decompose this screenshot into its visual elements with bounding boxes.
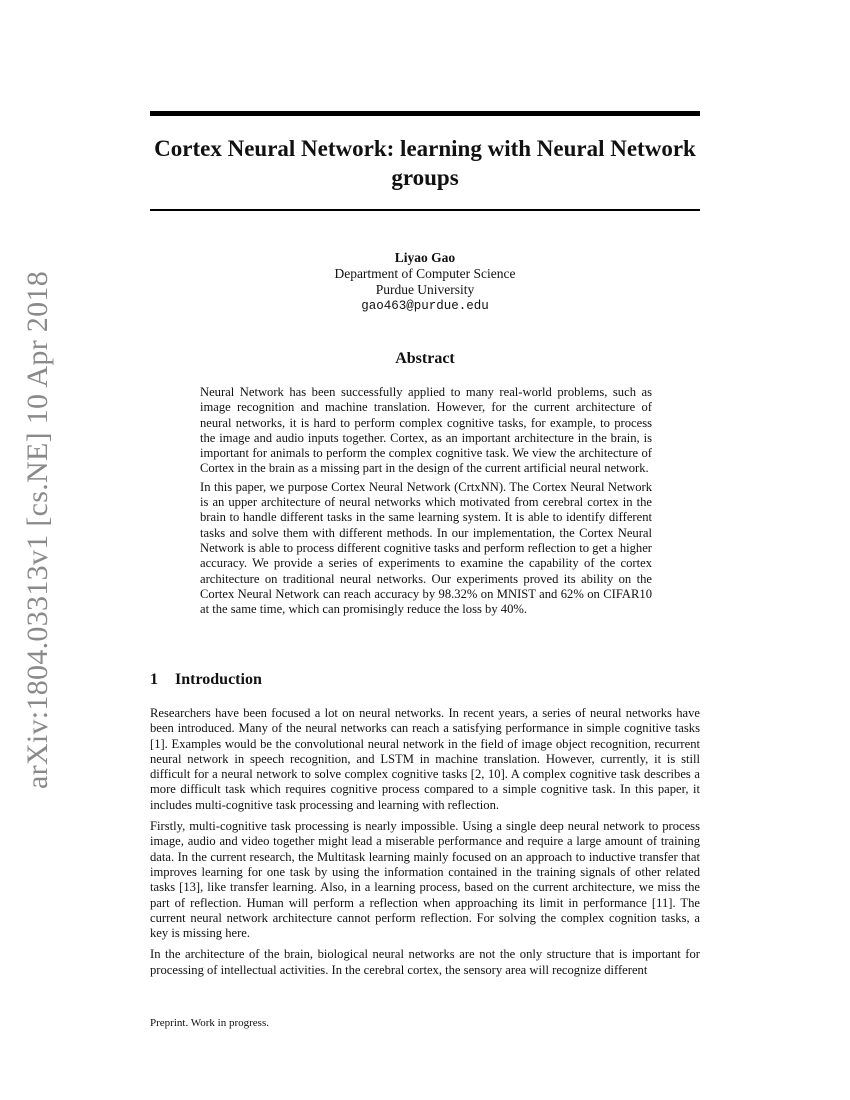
author-block: [150, 250, 700, 314]
title-bottom-rule: [150, 209, 700, 211]
title-top-rule: [150, 111, 700, 116]
author-email: gao463@purdue.edu: [361, 299, 489, 313]
body-paragraph: Researchers have been focused a lot on neural networks. In recent years, a series of neural networks have been introduced. Many of the neural networks can reach a satisfying performance in simple cognitive tasks [1]. Examples would be the convolutional neural network in the field of image object recognition, recurrent neural network in speech recognition, and LSTM in machine translation. However, currently, it is still difficult for a neural network to solve complex cognitive tasks [2, 10]. A complex cognitive task describes a more difficult task which requires cognitive process compared to a simple cognitive task. In this paper, it includes multi-cognitive task processing and learning with reflection.: [150, 706, 700, 812]
abstract-body: [200, 385, 652, 620]
section-heading-introduction: [150, 671, 262, 689]
section-number: 1: [150, 671, 158, 688]
abstract-paragraph: In this paper, we purpose Cortex Neural Network (CrtxNN). The Cortex Neural Network is an upper architecture of neural networks which motivated from cerebral cortex in the brain to handle different tasks in the same learning system. It is able to identify different tasks and solve them with different methods. In our implementation, the Cortex Neural Network is able to process different cognitive tasks and perform reflection to get a higher accuracy. We provide a series of experiments to examine the capability of the cortex architecture on traditional neural networks. Our experiments proved its ability on the Cortex Neural Network can reach accuracy by 98.32% on MNIST and 62% on CIFAR10 at the same time, which can promisingly reduce the loss by 40%.: [200, 479, 652, 617]
body-paragraph: Firstly, multi-cognitive task processing is nearly impossible. Using a single deep neural network to process image, audio and video together might lead a miserable performance and require a large amount of training data. In the current research, the Multitask learning mainly focused on an approach to inductive transfer that improves learning for one task by using the information contained in the training signals of other related tasks [13], like transfer learning. Also, in a learning process, based on the current architecture, we miss the part of reflection. Human will perform a reflection when approaching its limit in performance [11]. The current neural network architecture cannot perform reflection. For solving the complex cognition tasks, a key is missing here.: [150, 819, 700, 941]
paper-title: Cortex Neural Network: learning with Neural Network groups: [154, 136, 696, 190]
arxiv-identifier-stamp: arXiv:1804.03313v1 [cs.NE] 10 Apr 2018: [21, 270, 54, 790]
section-title: Introduction: [175, 671, 262, 688]
body-paragraph: In the architecture of the brain, biological neural networks are not the only structure that is important for processing of intellectual activities. In the cerebral cortex, the sensory area will recognize different: [150, 947, 700, 977]
author-name: Liyao Gao: [394, 250, 456, 265]
abstract-heading: Abstract: [395, 350, 455, 367]
abstract-paragraph: Neural Network has been successfully applied to many real-world problems, such as image recognition and machine translation. However, for the current architecture of neural networks, it is hard to perform complex cognitive tasks, for example, to process the image and audio inputs together. Cortex, as an important architecture in the brain, is important for animals to perform the complex cognitive task. We view the architecture of Cortex in the brain as a missing part in the design of the current artificial neural network.: [200, 385, 652, 476]
author-department: Department of Computer Science: [334, 266, 516, 281]
introduction-body: [150, 706, 700, 984]
page-footer-note: Preprint. Work in progress.: [150, 1017, 269, 1029]
author-institution: Purdue University: [375, 282, 475, 297]
